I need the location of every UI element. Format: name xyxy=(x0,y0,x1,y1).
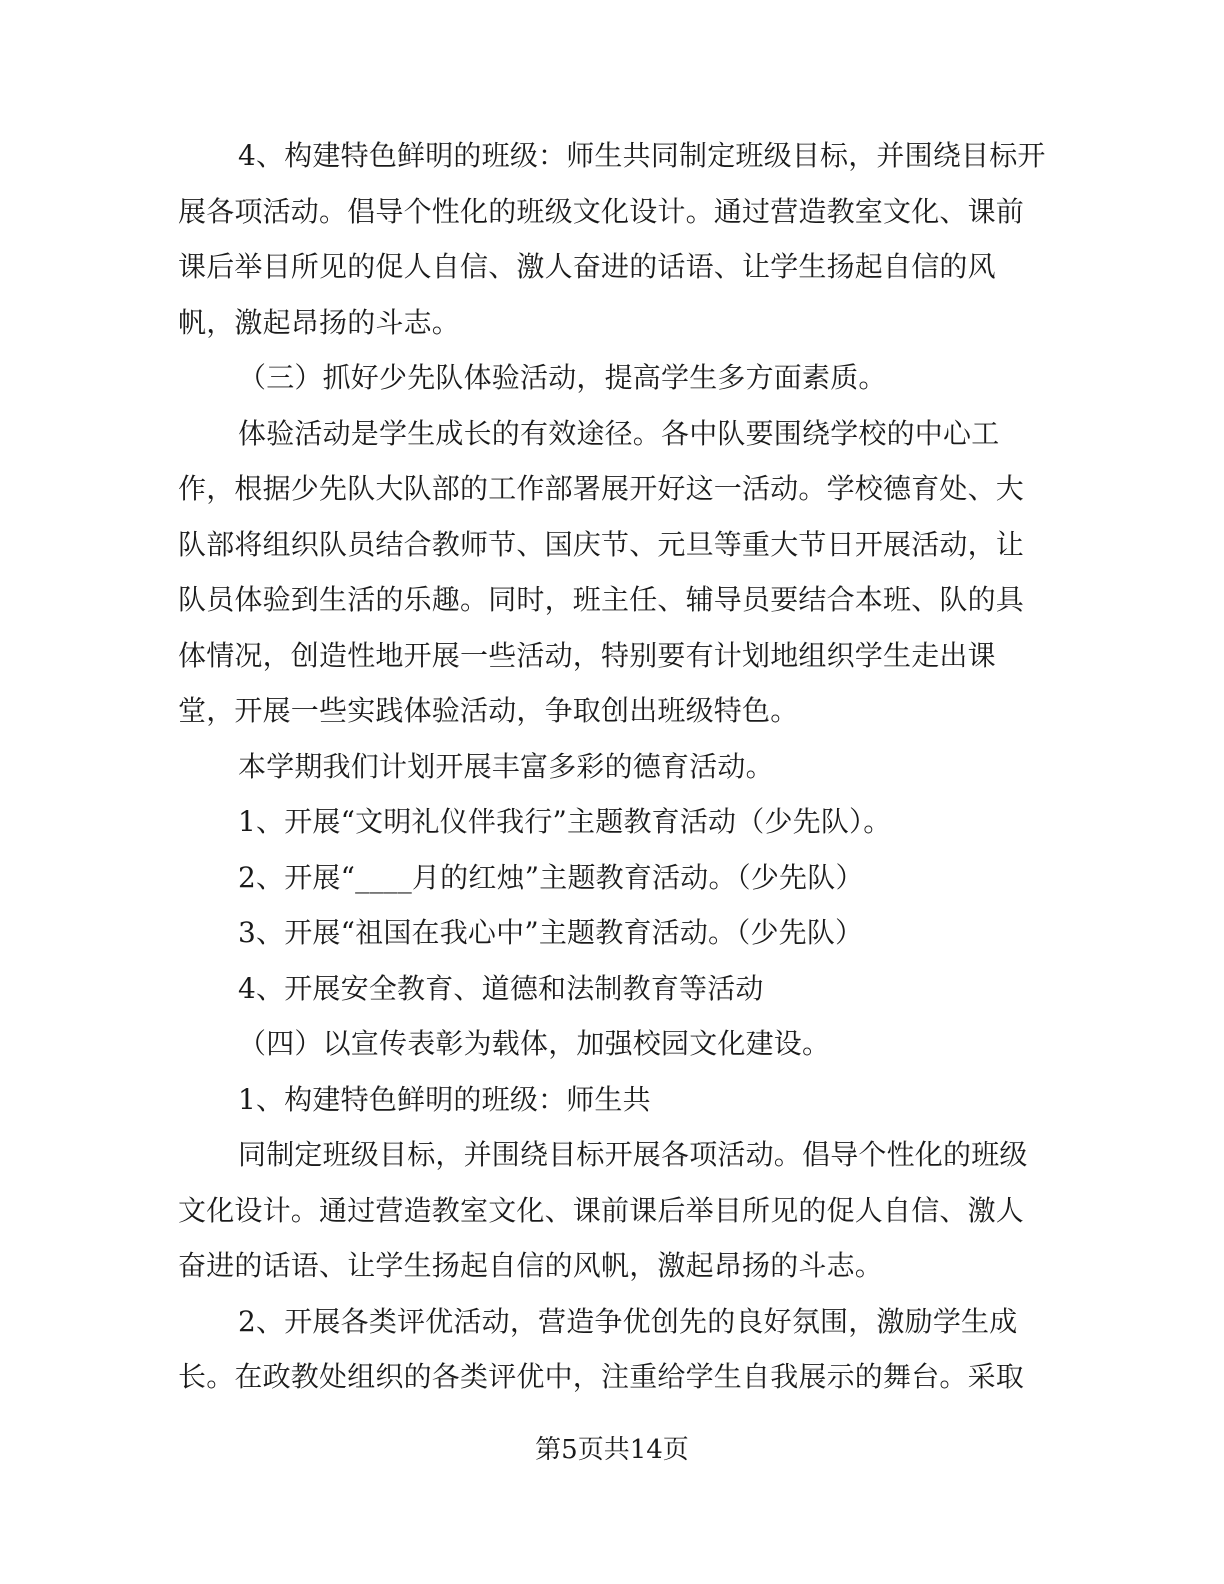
list-item: 3、开展“祖国在我心中”主题教育活动。（少先队） xyxy=(238,916,864,949)
paragraph-line: 队员体验到生活的乐趣。同时，班主任、辅导员要结合本班、队的具 xyxy=(178,583,1025,616)
document-body xyxy=(178,128,1046,1405)
paragraph-line: 长。在政教处组织的各类评优中，注重给学生自我展示的舞台。采取 xyxy=(178,1360,1025,1393)
page-number: 第5页共14页 xyxy=(535,1435,689,1465)
paragraph-line: 4、构建特色鲜明的班级：师生共同制定班级目标，并围绕目标开 xyxy=(238,139,1046,172)
paragraph-line: 堂，开展一些实践体验活动，争取创出班级特色。 xyxy=(178,694,799,727)
paragraph-line: 同制定班级目标，并围绕目标开展各项活动。倡导个性化的班级 xyxy=(238,1138,1028,1171)
paragraph-line: 作，根据少先队大队部的工作部署展开好这一活动。学校德育处、大 xyxy=(178,472,1025,505)
paragraph-line: 本学期我们计划开展丰富多彩的德育活动。 xyxy=(238,749,774,783)
list-item: 1、开展“文明礼仪伴我行”主题教育活动（少先队）。 xyxy=(238,805,892,838)
section-heading: （三）抓好少先队体验活动，提高学生多方面素质。 xyxy=(238,361,887,394)
paragraph-line: 队部将组织队员结合教师节、国庆节、元旦等重大节日开展活动，让 xyxy=(178,527,1025,561)
paragraph-line: 体验活动是学生成长的有效途径。各中队要围绕学校的中心工 xyxy=(238,416,1000,450)
paragraph-line: 1、构建特色鲜明的班级：师生共 xyxy=(238,1082,651,1116)
paragraph-line: 帆，激起昂扬的斗志。 xyxy=(178,305,461,339)
paragraph-line: 课后举目所见的促人自信、激人奋进的话语、让学生扬起自信的风 xyxy=(178,250,996,283)
paragraph-line: 体情况，创造性地开展一些活动，特别要有计划地组织学生走出课 xyxy=(178,638,996,672)
paragraph-line: 文化设计。通过营造教室文化、课前课后举目所见的促人自信、激人 xyxy=(178,1193,1025,1227)
list-item: 4、开展安全教育、道德和法制教育等活动 xyxy=(238,971,764,1005)
list-item: 2、开展“____月的红烛”主题教育活动。（少先队） xyxy=(238,860,864,894)
paragraph-line: 2、开展各类评优活动，营造争优创先的良好氛围，激励学生成 xyxy=(238,1304,1018,1338)
paragraph-line: 展各项活动。倡导个性化的班级文化设计。通过营造教室文化、课前 xyxy=(178,194,1025,228)
paragraph-line: 奋进的话语、让学生扬起自信的风帆，激起昂扬的斗志。 xyxy=(178,1249,884,1282)
section-heading: （四）以宣传表彰为载体，加强校园文化建设。 xyxy=(238,1027,831,1060)
